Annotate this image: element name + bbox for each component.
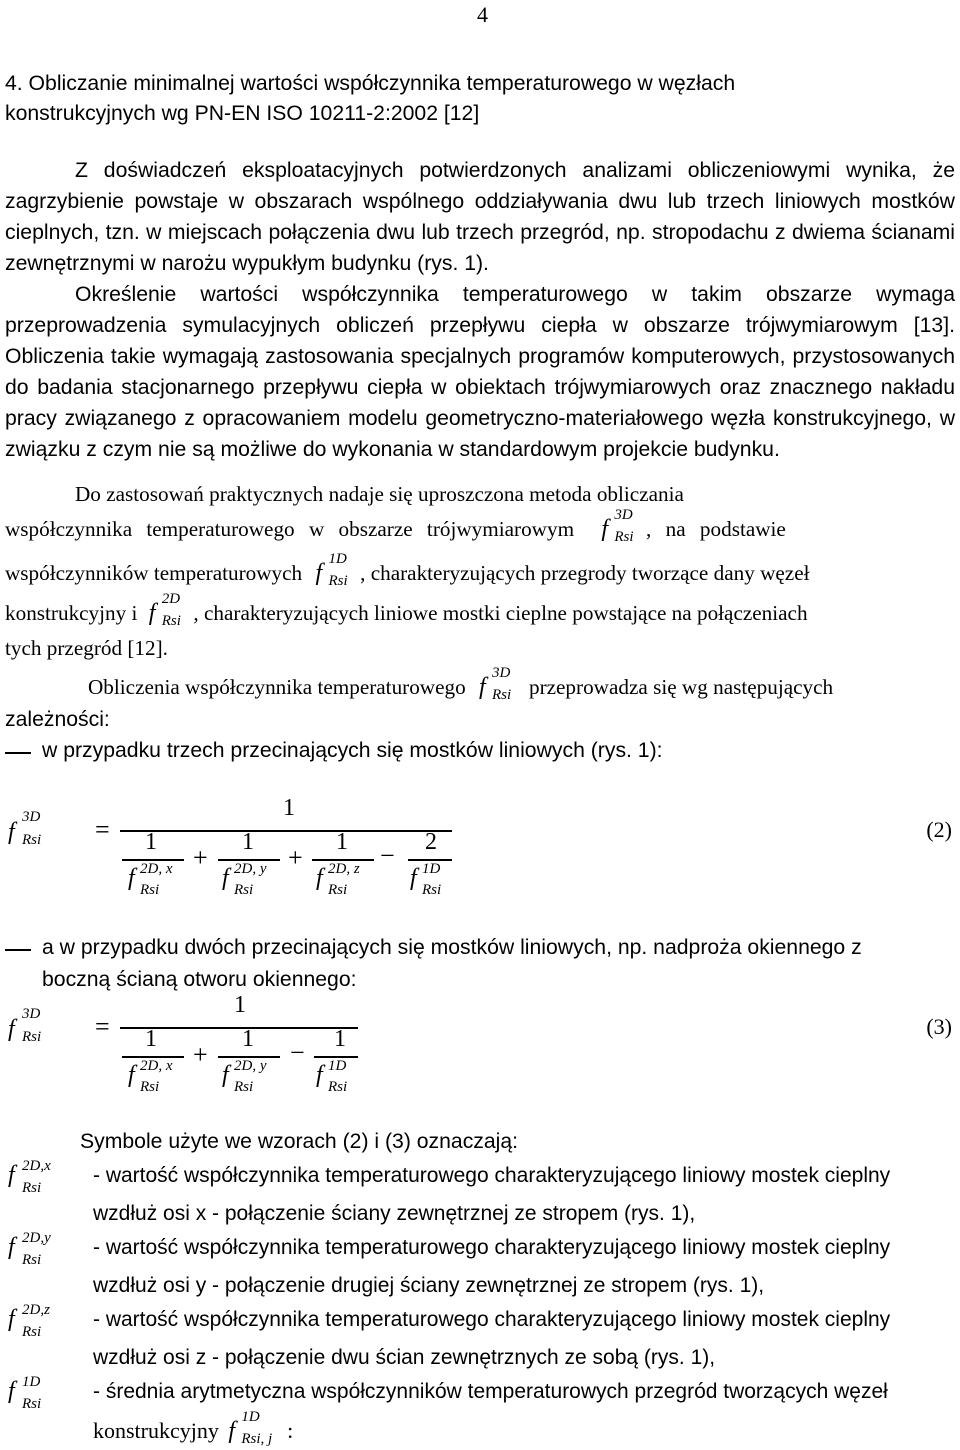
page-number: 4 <box>477 2 488 27</box>
eq3-lhs-sup: 3D <box>22 1006 41 1022</box>
legend-item-1-line2: wzdłuż osi x - połączenie ściany zewnętrznej ze stropem (rys. 1), <box>93 1202 696 1225</box>
eq2-t4-sup: 1D <box>422 861 441 877</box>
eq2-t3-sup: 2D, z <box>328 861 360 877</box>
eq2-lhs: f <box>8 819 15 845</box>
para3-line2 <box>5 507 955 545</box>
eq2-t4-f: f <box>410 865 417 891</box>
eq2-t2-num: 1 <box>242 829 254 855</box>
eq2-numerator: 1 <box>283 795 295 821</box>
eq2-lhs-sub: Rsi <box>22 832 42 848</box>
eq2-number: (2) <box>926 817 952 842</box>
legend-item-2-line1: - wartość współczynnika temperaturowego charakteryzującego liniowy mostek cieplny <box>93 1236 891 1259</box>
eq3-t1-sup: 2D, x <box>140 1058 173 1074</box>
eq3-t1-f: f <box>128 1062 135 1088</box>
eq3-plus: + <box>193 1040 208 1069</box>
legend-item-4-line1: - średnia arytmetyczna współczynników temperaturowych przegród tworzących węzeł <box>93 1380 888 1403</box>
eq2-t1-sub: Rsi <box>140 882 160 898</box>
para3-line4 <box>5 591 955 629</box>
eq3-t2-sub: Rsi <box>234 1079 254 1095</box>
symbols-intro: Symbole użyte we wzorach (2) i (3) oznaczają: <box>80 1130 519 1153</box>
case2-line1: a w przypadku dwóch przecinających się mostków liniowych, np. nadproża okiennego z <box>42 936 862 959</box>
eq3-equals: = <box>95 1012 110 1041</box>
section-title-line2: konstrukcyjnych wg PN-EN ISO 10211-2:2002 [12] <box>5 102 480 125</box>
eq3-t3-f: f <box>316 1062 323 1088</box>
symbol-f-rsi-2d: f 2D Rsi <box>148 591 181 629</box>
para3-line4-text-b: , charakteryzujących liniowe mostki cieplne powstające na połączeniach <box>193 601 808 625</box>
para3-line1-text: Do zastosowań praktycznych nadaje się uproszczona metoda obliczania <box>75 482 684 506</box>
symbol-f-rsi-3d: f 3D Rsi <box>601 507 634 545</box>
equation-3 <box>0 992 960 1108</box>
legend-item-4-line2 <box>93 1409 953 1447</box>
para3-line3-text-b: , charakteryzujących przegrody tworzące dany węzeł <box>360 561 810 585</box>
case1-text: w przypadku trzech przecinających się mostków liniowych (rys. 1): <box>42 739 663 762</box>
eq2-t4-num: 2 <box>425 829 437 855</box>
eq2-t1-f: f <box>128 865 135 891</box>
eq3-minus: − <box>290 1038 305 1067</box>
eq2-fraction-bar <box>120 830 452 832</box>
eq3-t3-num: 1 <box>334 1026 346 1052</box>
symbol-f-rsi-1d: f 1D Rsi <box>315 551 348 589</box>
para4-line1-text-b: przeprowadza się wg następujących <box>528 675 834 699</box>
paragraph-2: Określenie wartości współczynnika temperaturowego w takim obszarze wymaga przeprowadzenia symulacyjnych obliczeń przepływu ciepła w obszarze trójwymiarowym [13]. Obliczenia takie wymagają zastosowania specjalnych programów komputerowych, przystosowanych do badania stacjonarnego przepływu ciepła w obiektach trójwymiarowych oraz znacznego nakładu pracy związanego z opracowaniem modelu geometryczno-materiałowego węzła konstrukcyjnego, w związku z czym nie są możliwe do wykonania w standardowym projekcie budynku. <box>5 283 955 461</box>
eq2-lhs-sup: 3D <box>22 809 41 825</box>
eq2-t4-sub: Rsi <box>422 882 442 898</box>
eq2-plus2: + <box>288 843 303 872</box>
para3-line2-text-b: , na podstawie <box>646 517 786 541</box>
dash-bullet <box>5 752 31 754</box>
eq2-t3-sub: Rsi <box>328 882 348 898</box>
eq2-t1-sup: 2D, x <box>140 861 173 877</box>
section-title-text: 4. Obliczanie minimalnej wartości współczynnika temperaturowego w węzłach <box>5 72 736 95</box>
eq3-t3-sup: 1D <box>328 1058 347 1074</box>
eq2-plus1: + <box>193 843 208 872</box>
eq3-t2-f: f <box>222 1062 229 1088</box>
legend-item-2-line2: wzdłuż osi y - połączenie drugiej ściany zewnętrznej ze stropem (rys. 1), <box>93 1274 765 1297</box>
para3-line3-text-a: współczynników temperaturowych <box>5 561 303 585</box>
legend-item-1-line1: - wartość współczynnika temperaturowego charakteryzującego liniowy mostek cieplny <box>93 1164 891 1187</box>
eq3-t3-sub: Rsi <box>328 1079 348 1095</box>
eq3-lhs: f <box>8 1016 15 1042</box>
eq3-t1-num: 1 <box>145 1026 157 1052</box>
eq3-number: (3) <box>926 1014 952 1039</box>
legend-item-4-text: konstrukcyjny <box>93 1418 219 1443</box>
eq2-t3-num: 1 <box>336 829 348 855</box>
symbol-f-rsij-1d: f 1D Rsi, j <box>228 1409 273 1447</box>
paragraph-1: Z doświadczeń eksploatacyjnych potwierdzonych analizami obliczeniowymi wynika, że zagrzybienie powstaje w obszarach wspólnego oddziaływania dwu lub trzech liniowych mostków cieplnych, tzn. w miejscach połączenia dwu lub trzech przegród, np. stropodachu z dwiema ścianami zewnętrznymi w narożu wypukłym budynku (rys. 1). <box>5 159 955 275</box>
para4-line2: zależności: <box>5 708 110 731</box>
eq3-t2-sup: 2D, y <box>234 1058 267 1074</box>
eq2-t1-num: 1 <box>145 829 157 855</box>
dash-bullet <box>5 949 31 951</box>
eq2-t2-f: f <box>222 865 229 891</box>
equation-2 <box>0 795 960 905</box>
para4-line1 <box>88 665 960 703</box>
para3-line1 <box>5 482 955 507</box>
legend-item-4-colon: : <box>287 1418 294 1443</box>
eq3-lhs-sub: Rsi <box>22 1029 42 1045</box>
case2-line2: boczną ścianą otworu okiennego: <box>42 968 357 991</box>
para4-line1-text-a: Obliczenia współczynnika temperaturowego <box>88 675 466 699</box>
section-title-line1 <box>5 72 955 96</box>
para3-line3 <box>5 551 955 589</box>
eq2-t2-sub: Rsi <box>234 882 254 898</box>
eq2-t2-sup: 2D, y <box>234 861 267 877</box>
legend-item-3-line1: - wartość współczynnika temperaturowego charakteryzującego liniowy mostek cieplny <box>93 1308 891 1331</box>
eq2-equals: = <box>95 815 110 844</box>
eq3-numerator: 1 <box>234 992 246 1018</box>
eq2-t3-f: f <box>316 865 323 891</box>
eq3-t1-sub: Rsi <box>140 1079 160 1095</box>
eq3-t2-num: 1 <box>242 1026 254 1052</box>
legend-item-3-line2: wzdłuż osi z - połączenie dwu ścian zewnętrznych ze sobą (rys. 1), <box>93 1346 716 1369</box>
eq2-minus: − <box>380 841 395 870</box>
para3-line4-text-a: konstrukcyjny i <box>5 601 138 625</box>
symbol-f-rsi-3d-b: f 3D Rsi <box>479 665 512 703</box>
para3-line2-text-a: współczynnika temperaturowego w obszarze trójwymiarowym <box>5 517 575 541</box>
para3-line5: tych przegród [12]. <box>5 636 168 660</box>
